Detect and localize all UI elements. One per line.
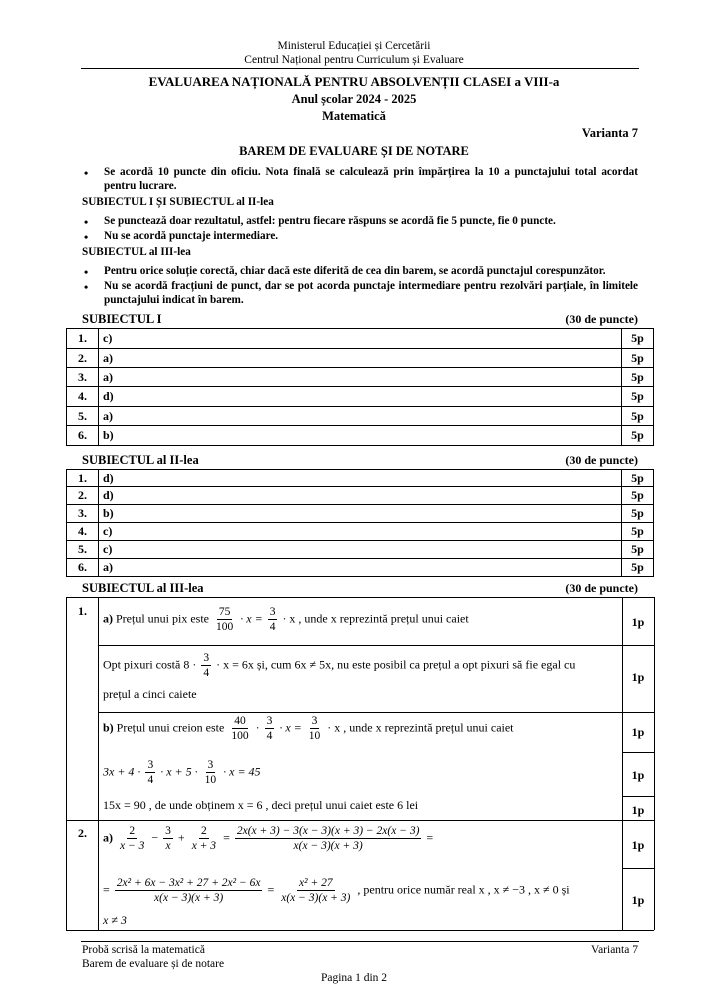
table-row: 2. d) 5p bbox=[67, 487, 654, 505]
footer-left-1: Probă scrisă la matematică bbox=[82, 944, 205, 956]
fraction: $\frac{3}{4}$ bbox=[266, 715, 273, 742]
bullet: • bbox=[84, 265, 89, 279]
table-row: 1. c) 5p bbox=[67, 329, 654, 349]
bullet: • bbox=[84, 166, 89, 180]
header-rule bbox=[81, 68, 639, 69]
bullet: • bbox=[84, 215, 89, 229]
fraction: $\frac{\text{2x² + 6x − 3x² + 27 + 2x² − 6x}}{x(x - 3)(x + 3)}$ bbox=[116, 877, 261, 904]
subject3-points: (30 de puncte) bbox=[565, 581, 638, 595]
p1-b2-points: 1p bbox=[631, 768, 645, 782]
table-row: 6. b) 5p bbox=[67, 426, 654, 446]
subject2-title: SUBIECTUL al II-lea bbox=[82, 453, 199, 467]
table-row: 3. a) 5p bbox=[67, 368, 654, 387]
fraction: $\frac{\text{x² + 27}}{x(x - 3)(x + 3)}$ bbox=[281, 877, 351, 904]
p1-b-line3: 15x = 90 , de unde obținem x = 6 , deci prețul unui caiet este 6 lei bbox=[103, 798, 419, 812]
bullet: • bbox=[84, 280, 89, 294]
footer-rule bbox=[81, 941, 639, 942]
p2-a-line3: x ≠ 3 bbox=[103, 913, 127, 927]
p1-b1-points: 1p bbox=[631, 725, 645, 739]
p1-a-line1: a) Prețul unui pix este $\frac{75}{100}$ · x = $\frac{3}{4}$ · x , unde x reprezintă prețul unui caiet bbox=[103, 606, 469, 633]
subject3-title: SUBIECTUL al III-lea bbox=[82, 581, 204, 595]
bullet: • bbox=[84, 230, 89, 244]
table-row: 4. d) 5p bbox=[67, 387, 654, 407]
fraction: $\frac{3}{10}$ bbox=[308, 715, 321, 742]
p1-a1-points: 1p bbox=[631, 615, 645, 629]
p1-b-line1: b) Prețul unui creion este $\frac{40}{100}$ · $\frac{3}{4}$ · x = $\frac{3}{10}$ · x , unde x reprezintă prețul unui caiet bbox=[103, 715, 514, 742]
ministry-name: Ministerul Educației și Cercetării bbox=[277, 40, 431, 52]
p1-b3-points: 1p bbox=[631, 803, 645, 817]
p1-a-line2: Opt pixuri costă 8 · $\frac{3}{4}$ · x = 6x și, cum 6x ≠ 5x, nu este posibil ca prețul a opt pixuri să fie egal cu bbox=[103, 652, 576, 679]
footer-variant: Varianta 7 bbox=[591, 944, 638, 956]
fraction: $\frac{40}{100}$ bbox=[231, 715, 249, 742]
subject-name: Matematică bbox=[322, 109, 386, 123]
rule-general: Se acordă 10 puncte din oficiu. Nota finală se calculează prin împărțirea la 10 a punctajului total acordat pentru lucrare. bbox=[104, 166, 638, 192]
table-row: 6. a) 5p bbox=[67, 559, 654, 577]
fraction: $\frac{75}{100}$ bbox=[216, 606, 234, 633]
table-row: 3. b) 5p bbox=[67, 505, 654, 523]
fraction: $\frac{3}{4}$ bbox=[269, 606, 276, 633]
section-12-heading: SUBIECTUL I ȘI SUBIECTUL al II-lea bbox=[82, 196, 274, 208]
table-row: 5. a) 5p bbox=[67, 407, 654, 426]
fraction: $\frac{3}{x}$ bbox=[165, 825, 171, 852]
subject2-points: (30 de puncte) bbox=[565, 453, 638, 467]
variant-label: Varianta 7 bbox=[581, 126, 638, 140]
subject1-points: (30 de puncte) bbox=[565, 312, 638, 326]
subject2-table bbox=[66, 469, 654, 577]
center-name: Centrul Național pentru Curriculum și Evaluare bbox=[244, 54, 464, 66]
fraction: $\frac{2}{x - 3}$ bbox=[120, 825, 145, 852]
section-3-heading: SUBIECTUL al III-lea bbox=[82, 246, 191, 258]
exam-title: EVALUAREA NAȚIONALĂ PENTRU ABSOLVENȚII CLASEI a VIII-a bbox=[148, 74, 560, 89]
rule-3-1: Pentru orice soluție corectă, chiar dacă este diferită de cea din barem, se acordă punctajul corespunzător. bbox=[104, 265, 606, 277]
p2-a-line1: a) $\frac{2}{x - 3}$ − $\frac{3}{x}$ + $\frac{2}{x + 3}$ = $\frac{2x(x + 3) - 3(x - 3)(x + 3) - 2x(x - 3)}{x(x - 3)(x + 3)}$ = bbox=[103, 825, 434, 852]
rule-12-2: Nu se acordă punctaje intermediare. bbox=[104, 230, 279, 242]
p1-a-line3: prețul a cinci caiete bbox=[103, 687, 197, 701]
p2-a1-points: 1p bbox=[631, 838, 645, 852]
p1-b-line2: 3x + 4 · $\frac{3}{4}$ · x + 5 · $\frac{3}{10}$ · x = 45 bbox=[103, 759, 261, 786]
p1-a2-points: 1p bbox=[631, 670, 645, 684]
table-row: 2. a) 5p bbox=[67, 349, 654, 368]
fraction: $\frac{3}{10}$ bbox=[204, 759, 217, 786]
fraction: $\frac{2}{x + 3}$ bbox=[191, 825, 217, 852]
rule-3-2: Nu se acordă fracțiuni de punct, dar se pot acorda punctaje intermediare pentru rezolvări parțiale, în limitele punctajului indicat în barem. bbox=[104, 280, 638, 306]
p2-a-line2: = $\frac{\text{2x² + 6x − 3x² + 27 + 2x² − 6x}}{x(x - 3)(x + 3)}$ = $\frac{\text{x² + 27}}{x(x - 3)(x + 3)}$ , pentru orice număr real x , x ≠ −3 , x ≠ 0 și bbox=[103, 877, 570, 904]
table-row: 1. d) 5p bbox=[67, 470, 654, 487]
table-row: 5. c) 5p bbox=[67, 541, 654, 559]
subject1-table bbox=[66, 328, 654, 446]
footer-left-2: Barem de evaluare și de notare bbox=[82, 958, 225, 970]
fraction: $\frac{3}{4}$ bbox=[147, 759, 154, 786]
problem-1-number: 1. bbox=[78, 604, 87, 618]
rule-12-1: Se punctează doar rezultatul, astfel: pentru fiecare răspuns se acordă fie 5 puncte, fie 0 puncte. bbox=[104, 215, 556, 227]
subject1-title: SUBIECTUL I bbox=[82, 312, 162, 326]
fraction: $\frac{3}{4}$ bbox=[203, 652, 210, 679]
page-number: Pagina 1 din 2 bbox=[320, 972, 388, 984]
table-row: 4. c) 5p bbox=[67, 523, 654, 541]
school-year: Anul școlar 2024 - 2025 bbox=[291, 92, 417, 106]
p2-a2-points: 1p bbox=[631, 893, 645, 907]
problem-2-number: 2. bbox=[78, 826, 87, 840]
doc-title: BAREM DE EVALUARE ȘI DE NOTARE bbox=[239, 144, 469, 158]
fraction: $\frac{2x(x + 3) - 3(x - 3)(x + 3) - 2x(x - 3)}{x(x - 3)(x + 3)}$ bbox=[236, 825, 420, 852]
